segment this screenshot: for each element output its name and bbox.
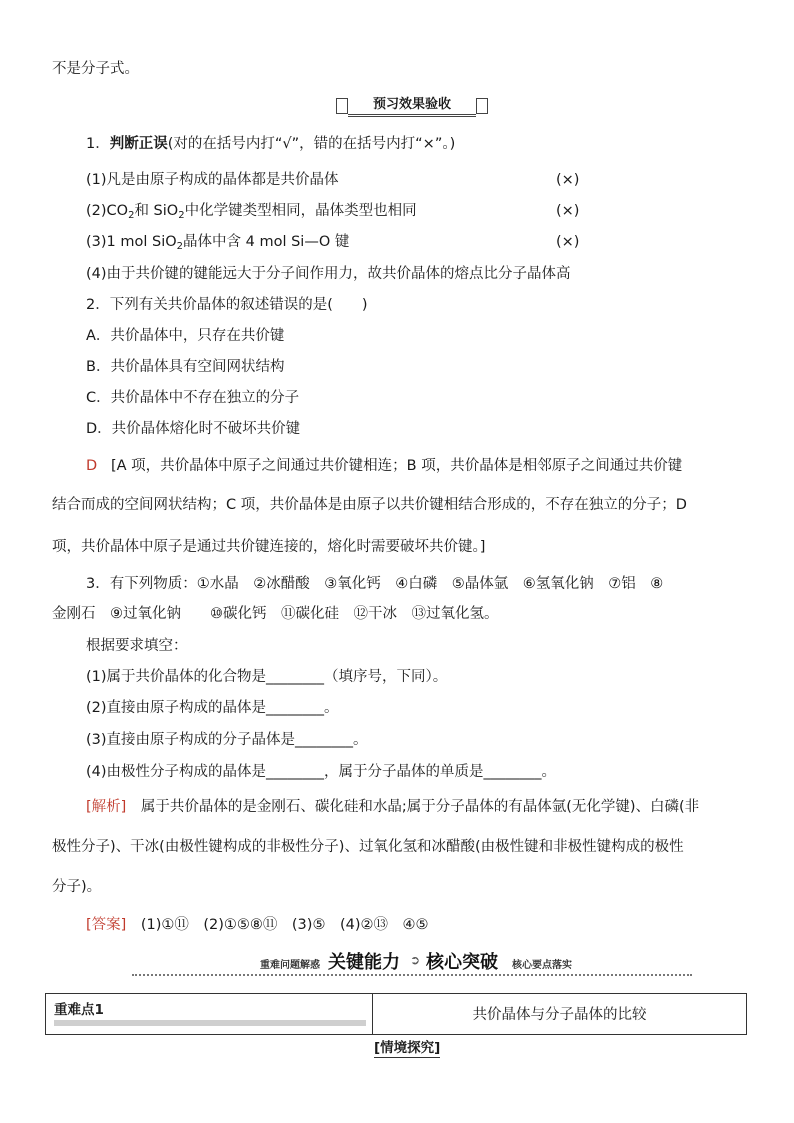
banner-right-cap [476,98,488,114]
section-preview-title: 预习效果验收 [372,97,451,112]
q2-option-b: B．共价晶体具有空间网状结构 [86,359,285,375]
q2-stem: 2．下列有关共价晶体的叙述错误的是( ) [86,297,368,313]
q3-stem-line-2: 金刚石 ⑨过氧化钠 ⑩碳化钙 ⑪碳化硅 ⑫干冰 ⑬过氧化氢。 [52,606,499,622]
key-point-label-cell [54,998,366,1026]
q2-explanation-line-2: 结合而成的空间网状结构；C 项，共价晶体是由原子以共价键相结合形成的，不存在独立的分子；D [52,497,687,513]
q1-item-3-sub1: 2 [176,241,184,252]
q3-answer-text: (1)①⑪ (2)①⑤⑧⑪ (3)⑤ (4)②⑬ ④⑤ [126,917,429,933]
q1-bold-label: 判断正误 [109,136,168,152]
q1-item-3-post: 晶体中含 4 mol Si—O 键 [183,234,350,250]
q3-instruction: 根据要求填空： [86,638,188,654]
key-point-table [45,993,747,1035]
continued-text: 不是分子式。 [52,61,139,77]
q2-option-a: A．共价晶体中，只存在共价键 [86,328,285,344]
q1-heading [86,134,455,154]
q1-item-4: (4)由于共价键的键能远大于分子间作用力，故共价晶体的熔点比分子晶体高 [86,266,571,282]
q3-blank-2: (2)直接由原子构成的晶体是________。 [86,700,339,716]
banner-left-cap [336,98,348,114]
q1-item-3 [86,232,349,252]
q1-instruction: (对的在括号内打“√”，错的在括号内打“×”。) [167,136,456,152]
q3-analysis-line-3: 分子)。 [52,879,102,895]
q1-item-1-mark: (×) [556,172,580,188]
q3-analysis-1: 属于共价晶体的是金刚石、碳化硅和水晶;属于分子晶体的有晶体氩(无化学键)、白磷(非 [126,799,700,815]
q3-blank-3: (3)直接由原子构成的分子晶体是________。 [86,732,368,748]
q1-item-2-mark: (×) [556,203,580,219]
q1-item-1 [86,170,339,190]
section-preview-banner [348,96,476,117]
q1-item-2 [86,201,417,221]
q3-analysis-line-1 [86,797,699,817]
arrow-icon: ➲ [410,953,421,967]
q2-answer-letter: D [86,458,98,474]
q1-item-3-mark: (×) [556,234,580,250]
q2-explanation-line-1 [86,456,682,476]
analysis-label: [解析] [86,799,127,815]
q3-answer [86,915,428,935]
q3-blank-4: (4)由极性分子构成的晶体是________，属于分子晶体的单质是________。 [86,764,557,780]
section-key-banner [132,948,692,976]
q1-item-3-pre: (3)1 mol SiO [86,234,177,250]
q3-blank-1: (1)属于共价晶体的化合物是________（填序号，下同）。 [86,669,448,685]
key-point-label: 重难点1 [54,998,106,1018]
key-point-title: 共价晶体与分子晶体的比较 [472,1007,647,1023]
q2-explanation-line-3: 项，共价晶体中原子是通过共价键连接的，熔化时需要破坏共价键。] [52,539,486,555]
section-key-left-small: 重难问题解惑 [260,960,320,971]
q2-explain-1: [A 项，共价晶体中原子之间通过共价键相连；B 项，共价晶体是相邻原子之间通过共价键 [111,458,683,474]
q1-item-1-text: (1)凡是由原子构成的晶体都是共价晶体 [86,172,339,188]
answer-label: [答案] [86,917,127,933]
q2-option-c: C．共价晶体中不存在独立的分子 [86,390,300,406]
section-key-right-small: 核心要点落实 [512,960,572,971]
q1-item-2-mid: 和 SiO [134,203,179,219]
q3-analysis-line-2: 极性分子)、干冰(由极性键构成的非极性分子)、过氧化氢和冰醋酸(由极性键和非极性键构成的极性 [52,839,684,855]
q1-number: 1． [86,136,110,152]
q2-option-d: D．共价晶体熔化时不破坏共价键 [86,421,301,437]
section-key-title-b: 核心突破 [426,952,498,973]
q1-item-2-sub2: 2 [178,210,185,221]
q1-item-2-pre: (2)CO [86,203,129,219]
q3-stem-line-1: 3．有下列物质：①水晶 ②冰醋酸 ③氧化钙 ④白磷 ⑤晶体氩 ⑥氢氧化钠 ⑦铝 ⑧ [86,576,664,592]
q1-item-2-sub1: 2 [128,210,135,221]
q1-item-2-post: 中化学键类型相同，晶体类型也相同 [184,203,417,219]
section-scenario-title: [情境探究] [374,1040,441,1056]
section-key-title-a: 关键能力 [328,952,400,973]
